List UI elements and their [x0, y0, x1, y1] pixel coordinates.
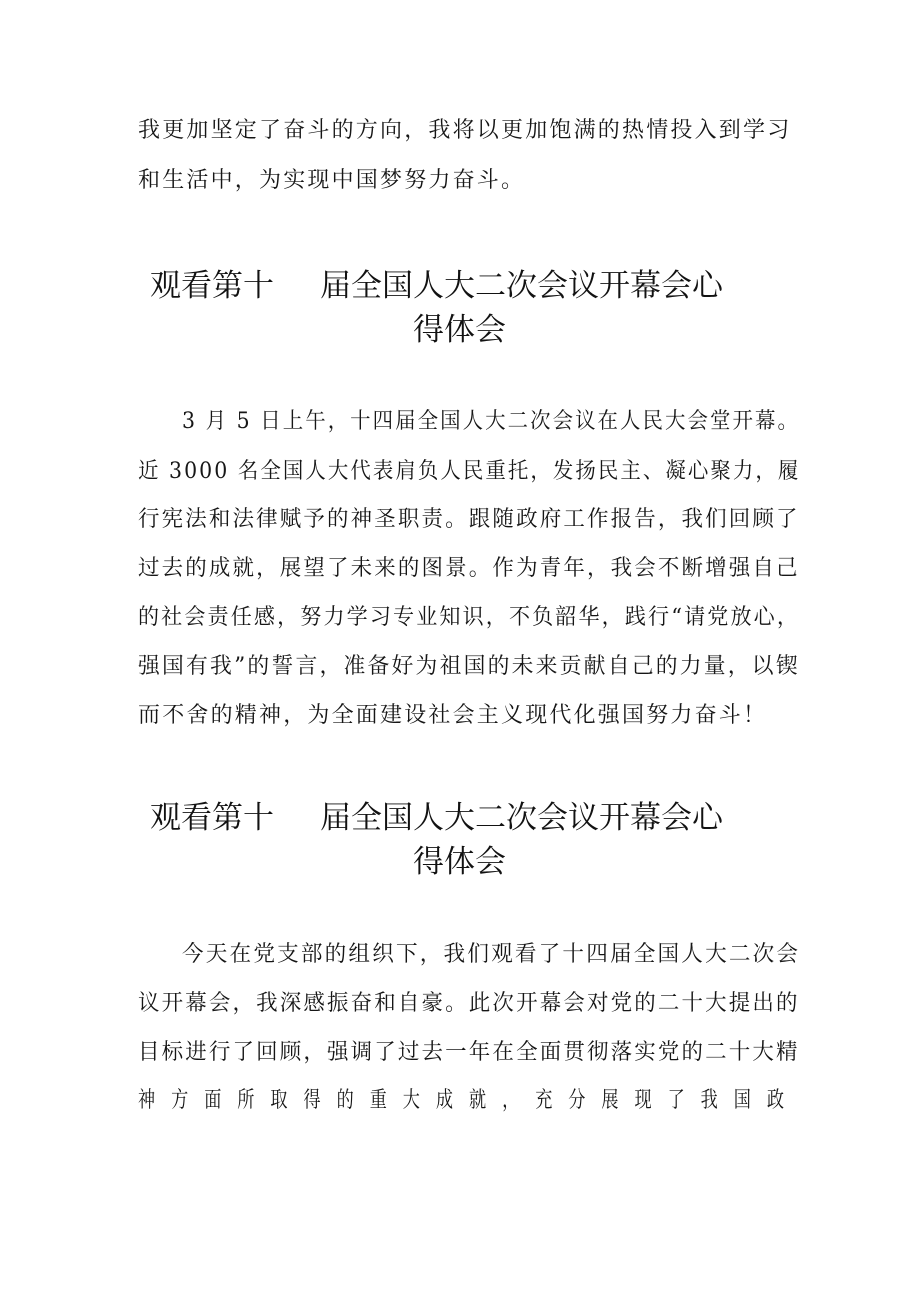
- section-title-part-a: 观看第十: [150, 268, 274, 304]
- paragraph-line: 神方面所取得的重大成就，充分展现了我国政: [138, 1088, 800, 1113]
- paragraph-line: 行宪法和法律赋予的神圣职责。跟随政府工作报告，我们回顾了: [138, 507, 800, 532]
- paragraph-line: 过去的成就，展望了未来的图景。作为青年，我会不断增强自己: [138, 556, 800, 581]
- paragraph-line: 目标进行了回顾，强调了过去一年在全面贯彻落实党的二十大精: [138, 1040, 800, 1065]
- paragraph-line: 今天在党支部的组织下，我们观看了十四届全国人大二次会: [182, 942, 801, 967]
- section-title-part-a: 观看第十: [150, 800, 274, 836]
- paragraph-line: 而不舍的精神，为全面建设社会主义现代化强国努力奋斗！: [138, 703, 768, 728]
- paragraph-line: 我更加坚定了奋斗的方向，我将以更加饱满的热情投入到学习: [138, 118, 792, 143]
- paragraph-line: 和生活中，为实现中国梦努力奋斗。: [138, 168, 526, 193]
- section-title-part-b: 届全国人大二次会议开幕会心: [320, 800, 723, 836]
- paragraph-line: 近 3000 名全国人大代表肩负人民重托，发扬民主、凝心聚力，履: [138, 459, 801, 484]
- section-title-line-2: 得体会: [413, 844, 506, 880]
- paragraph-line: 3 月 5 日上午，十四届全国人大二次会议在人民大会堂开幕。: [182, 409, 800, 434]
- section-title-part-b: 届全国人大二次会议开幕会心: [320, 268, 723, 304]
- paragraph-line: 的社会责任感，努力学习专业知识，不负韶华，践行“请党放心，: [138, 605, 801, 630]
- paragraph-line: 强国有我”的誓言，准备好为祖国的未来贡献自己的力量，以锲: [138, 654, 800, 679]
- paragraph-line: 议开幕会，我深感振奋和自豪。此次开幕会对党的二十大提出的: [138, 991, 800, 1016]
- section-title-line-2: 得体会: [413, 312, 506, 348]
